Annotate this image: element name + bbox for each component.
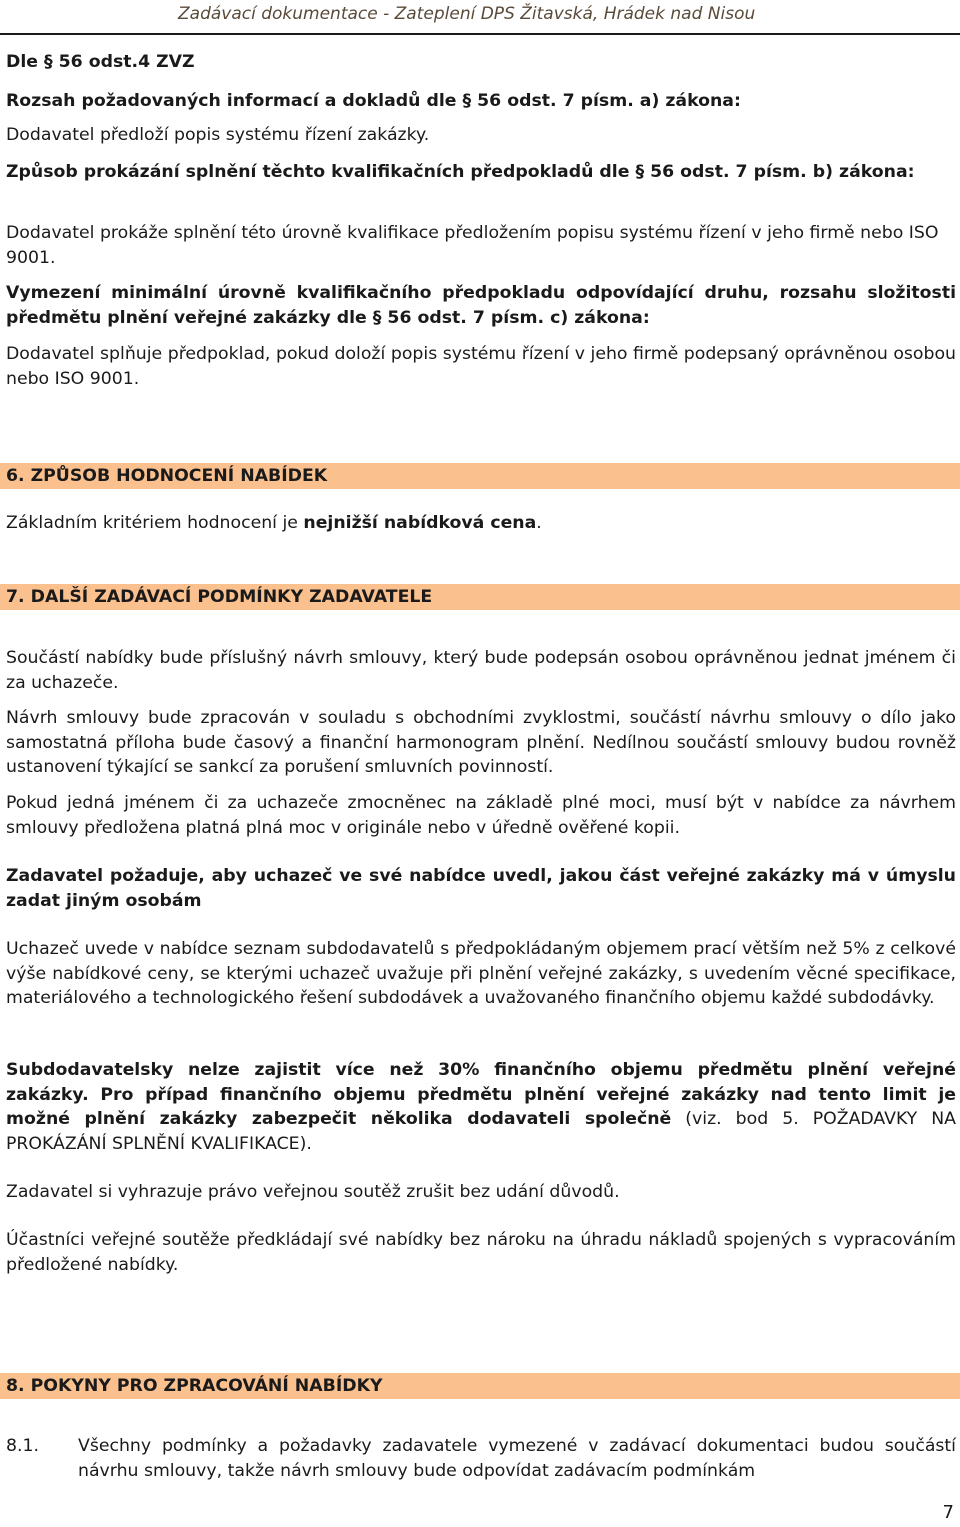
item-text: Všechny podmínky a požadavky zadavatele vymezené v zadávací dokumentaci budou součástí návrhu smlouvy, takže návrh smlouvy bude odpovídat zadávacím podmínkám: [78, 1436, 956, 1481]
scope-heading: Rozsah požadovaných informací a dokladů dle § 56 odst. 7 písm. a) zákona:: [6, 91, 741, 111]
contract-draft-paragraph: Součástí nabídky bude příslušný návrh smlouvy, který bude podepsán osobou oprávněnou jednat jménem či za uchazeče.: [6, 648, 956, 693]
proof-heading: Způsob prokázání splnění těchto kvalifikačních předpokladů dle § 56 odst. 7 písm. b) zákona:: [6, 162, 915, 182]
minimum-level-heading: Vymezení minimální úrovně kvalifikačního předpokladu odpovídající druhu, rozsahu složitosti předmětu plnění veřejné zakázky dle § 56 odst. 7 písm. c) zákona:: [6, 283, 956, 328]
subcontractor-list-paragraph: Uchazeč uvede v nabídce seznam subdodavatelů s předpokládaným objemem prací větším než 5% z celkové výše nabídkové ceny, se kterými uchazeč uvažuje při plnění veřejné zakázky, s uvedením věcné specifikace, materiálového a technologického řešení subdodávek a uvažovaného finančního objemu každé subdodávky.: [6, 939, 956, 1008]
section-8-heading-text: 8. POKYNY PRO ZPRACOVÁNÍ NABÍDKY: [6, 1376, 383, 1396]
power-of-attorney-paragraph: Pokud jedná jménem či za uchazeče zmocněnec na základě plné moci, musí být v nabídce za návrhem smlouvy předložena platná plná moc v originále nebo v úředně ověřené kopii.: [6, 793, 956, 838]
proof-text: Dodavatel prokáže splnění této úrovně kvalifikace předložením popisu systému řízení v jeho firmě nebo ISO 9001.: [6, 223, 939, 268]
subcontracting-limit-paragraph: Subdodavatelsky nelze zajistit více než 30% finančního objemu předmětu plnění veřejné zakázky. Pro případ finančního objemu předmětu plnění veřejné zakázky nad tento limit je možné plnění zakázky zabezpečit několika dodavateli společně (viz. bod 5. POŽADAVKY NA PROKÁZÁNÍ SPLNĚNÍ KVALIFIKACE).: [6, 1060, 956, 1154]
minimum-level-text: Dodavatel splňuje předpoklad, pokud doloží popis systému řízení v jeho firmě podepsaný oprávněnou osobou nebo ISO 9001.: [6, 344, 956, 389]
page-number: 7: [942, 1502, 954, 1523]
legal-reference: Dle § 56 odst.4 ZVZ: [6, 52, 195, 72]
section-6-heading: [0, 463, 960, 489]
section-7-heading-text: 7. DALŠÍ ZADÁVACÍ PODMÍNKY ZADAVATELE: [6, 587, 433, 607]
section-8-heading: [0, 1373, 960, 1399]
contract-conformity-paragraph: Návrh smlouvy bude zpracován v souladu s obchodními zvyklostmi, součástí návrhu smlouvy o dílo jako samostatná příloha bude časový a finanční harmonogram plnění. Nedílnou součástí smlouvy budou rovněž ustanovení týkající se sankcí za porušení smluvních povinností.: [6, 708, 956, 777]
document-header: Zadávací dokumentace - Zateplení DPS Žitavská, Hrádek nad Nisou: [178, 4, 756, 24]
header-rule: [0, 33, 960, 35]
subcontracting-requirement: Zadavatel požaduje, aby uchazeč ve své nabídce uvedl, jakou část veřejné zakázky má v úmyslu zadat jiným osobám: [6, 866, 956, 911]
cancellation-right-paragraph: Zadavatel si vyhrazuje právo veřejnou soutěž zrušit bez udání důvodů.: [6, 1182, 620, 1202]
section-7-heading: [0, 584, 960, 610]
evaluation-criterion: Základním kritériem hodnocení je nejnižší nabídková cena.: [6, 513, 542, 533]
section-6-heading-text: 6. ZPŮSOB HODNOCENÍ NABÍDEK: [6, 466, 328, 486]
scope-text: Dodavatel předloží popis systému řízení zakázky.: [6, 125, 430, 145]
item-number: 8.1.: [6, 1436, 39, 1456]
costs-paragraph: Účastníci veřejné soutěže předkládají své nabídky bez nároku na úhradu nákladů spojených s vypracováním předložené nabídky.: [6, 1230, 956, 1275]
